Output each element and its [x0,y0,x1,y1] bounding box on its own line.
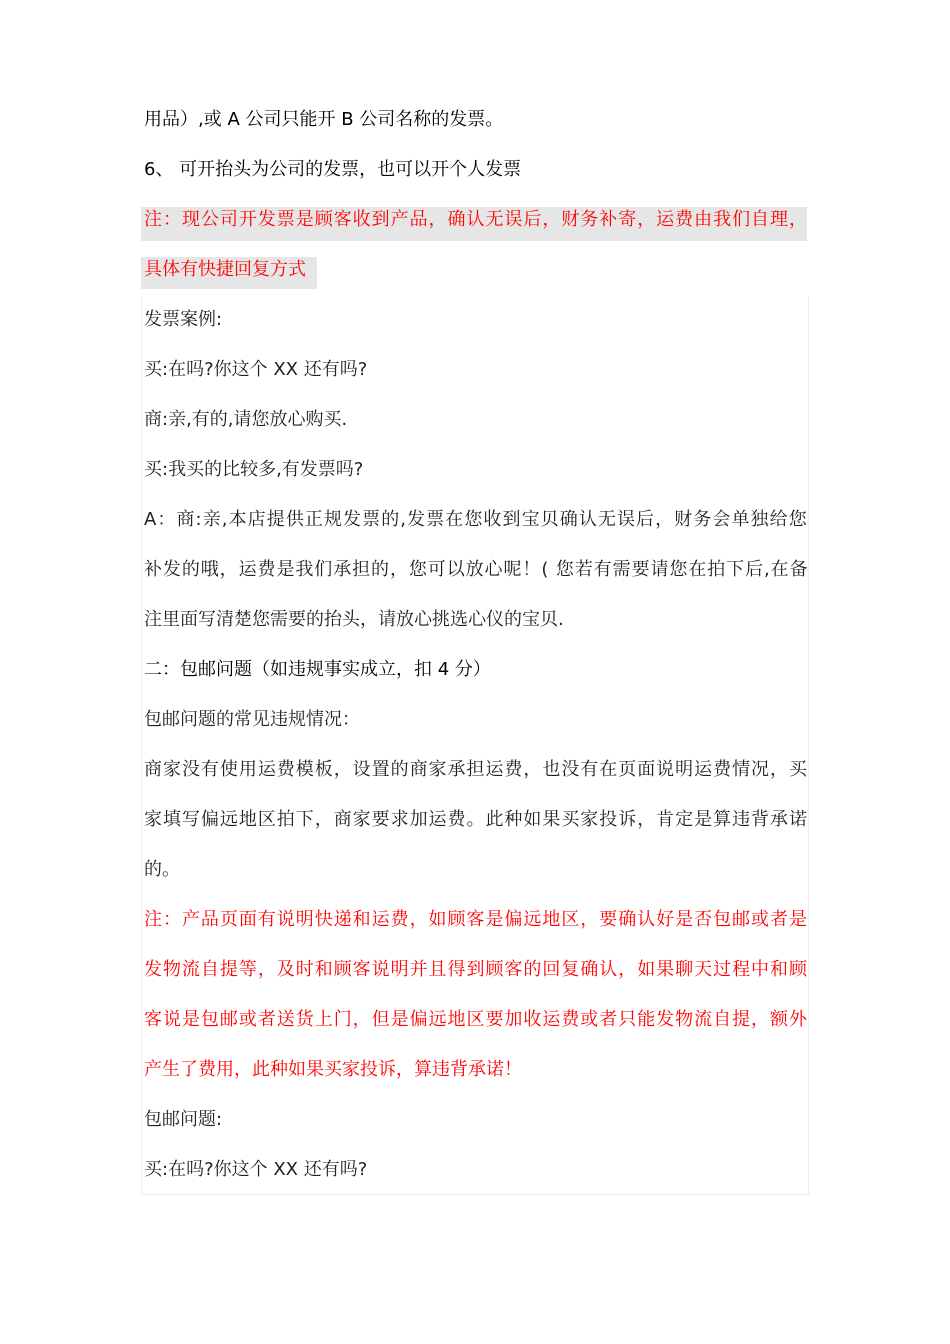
dialogue-line: A：商:亲,本店提供正规发票的,发票在您收到宝贝确认无误后，财务会单独给您 [144,509,808,530]
text-line: 的。 [144,859,180,880]
text-line: 家填写偏远地区拍下，商家要求加运费。此种如果买家投诉，肯定是算违背承诺 [144,809,808,830]
note-line: 具体有快捷回复方式 [144,259,306,280]
note-line: 客说是包邮或者送货上门，但是偏远地区要加收运费或者只能发物流自提，额外 [144,1009,808,1030]
dialogue-line: 买:在吗?你这个 XX 还有吗? [144,1159,368,1180]
section-label: 发票案例: [144,309,223,330]
dialogue-line: 补发的哦，运费是我们承担的，您可以放心呢！( 您若有需要请您在拍下后,在备 [144,559,809,580]
text-line: 商家没有使用运费模板，设置的商家承担运费，也没有在页面说明运费情况，买 [144,759,808,780]
dialogue-line: 买:在吗?你这个 XX 还有吗? [144,359,368,380]
dialogue-line: 买:我买的比较多,有发票吗? [144,459,364,480]
dialogue-line: 注里面写清楚您需要的抬头，请放心挑选心仪的宝贝. [144,609,564,630]
section-label: 包邮问题: [144,1109,223,1130]
note-line: 产生了费用，此种如果买家投诉，算违背承诺！ [144,1059,522,1080]
numbered-item-6: 6、 可开抬头为公司的发票，也可以开个人发票 [144,159,522,180]
text-line: 用品）,或 A 公司只能开 B 公司名称的发票。 [144,109,504,130]
note-line: 发物流自提等，及时和顾客说明并且得到顾客的回复确认，如果聊天过程中和顾 [144,959,808,980]
note-line: 注：产品页面有说明快递和运费，如顾客是偏远地区，要确认好是否包邮或者是 [144,909,808,930]
note-line: 注：现公司开发票是顾客收到产品，确认无误后，财务补寄，运费由我们自理， [144,209,808,230]
section-heading: 二：包邮问题（如违规事实成立，扣 4 分） [144,659,491,680]
dialogue-line: 商:亲,有的,请您放心购买. [144,409,348,430]
text-line: 包邮问题的常见违规情况： [144,709,360,730]
